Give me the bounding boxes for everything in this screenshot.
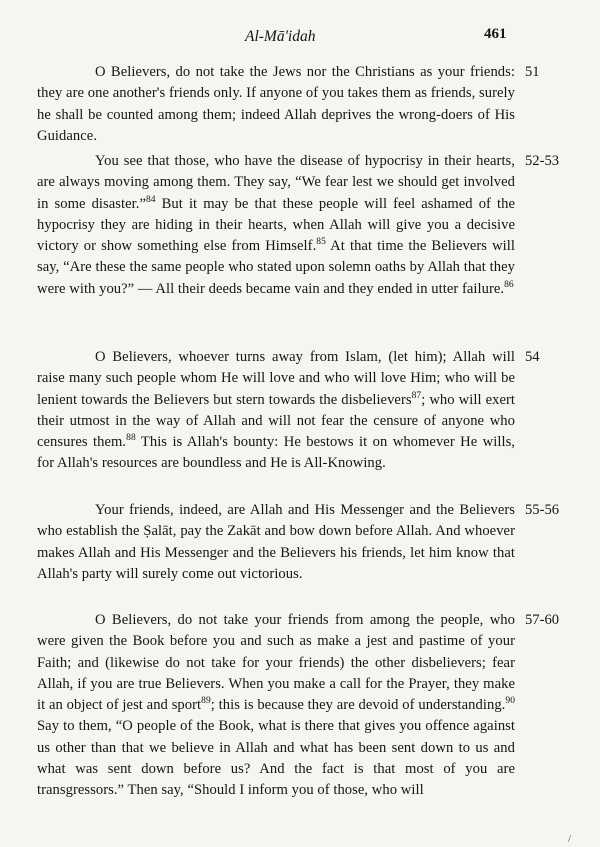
verse-paragraph-55-56: [37, 500, 560, 585]
text-segment: Say to them, “O people of the Book, what is there that gives you offence against us other than that we believe in Allah and what has been sent down to us and what was sent down before us? And the fact is that most of you are transgressors.” Then say, “Should I inform you of those, who will: [37, 718, 515, 799]
text-segment: ; who will exert their utmost in the way of Allah and will not fear the censure of anyone who censures them.: [37, 391, 515, 451]
footnote-marker: 87: [411, 390, 422, 401]
footnote-marker: 86: [504, 279, 514, 290]
text-segment: But it may be that these people will feel ashamed of the hypocrisy they are hiding in their hearts, when Allah will give you a decisive victory or show something else from Himself.: [37, 195, 516, 255]
verse-paragraph-51: [37, 62, 540, 147]
scan-mark: /: [568, 833, 572, 845]
text-segment: O Believers, do not take the Jews nor the Christians as your friends: they are one another's friends only. If anyone of you takes them as friends, surely he shall be counted among them; indeed Allah deprives the wrong-doers of His Guidance.: [37, 64, 515, 144]
text-segment: You see that those, who have the disease of hypocrisy in their hearts, are always moving among them. They say, “We fear lest we should get involved in some disaster.”: [37, 153, 515, 212]
verse-reference: 54: [525, 349, 540, 365]
verse-reference: 52-53: [525, 153, 560, 169]
paragraph-text: [37, 610, 515, 802]
text-segment: Your friends, indeed, are Allah and His Messenger and the Believers who establish the Ṣalāt, pay the Zakāt and bow down before Allah. And whoever makes Allah and His Messenger and the Believers his friends, let him know that Allah's party will surely come out victorious.: [37, 502, 515, 582]
text-segment: O Believers, do not take your friends from among the people, who were given the Book before you and such as make a jest and pastime of your Faith; and (likewise do not take for your friends) the other disbelievers; fear Allah, if you are true Believers. When you make a call for the Prayer, they make it an object of jest and sport: [37, 612, 515, 714]
verse-paragraph-52-53: [37, 151, 560, 300]
text-segment: This is Allah's bounty: He bestows it on whomever He wills, for Allah's resources are boundless and He is All-Knowing.: [37, 434, 516, 472]
page-number: 461: [484, 26, 507, 42]
verse-reference: 57-60: [525, 612, 560, 628]
text-segment: At that time the Believers will say, “Are these the same people who stated upon solemn oaths by Allah that they were with you?” — All their deeds became vain and they ended in utter failure.: [37, 238, 515, 297]
paragraph-text: [37, 62, 515, 147]
running-header: [0, 24, 600, 48]
text-segment: ; this is because they are devoid of understanding.: [210, 697, 506, 714]
paragraph-text: [37, 500, 515, 585]
footnote-marker: 89: [201, 696, 211, 707]
verse-reference: 51: [525, 64, 540, 80]
footnote-marker: 85: [316, 237, 326, 248]
verse-paragraph-54: [37, 347, 540, 475]
text-segment: O Believers, whoever turns away from Islam, (let him); Allah will raise many such people whom He will love and who will love Him; who will be lenient towards the Believers but stern towards the disbelievers: [37, 349, 515, 408]
paragraph-text: [37, 151, 515, 300]
footnote-marker: 90: [505, 696, 515, 707]
footnote-marker: 84: [145, 194, 156, 205]
footnote-marker: 88: [126, 433, 136, 444]
paragraph-text: [37, 347, 515, 475]
verse-paragraph-57-60: [37, 610, 560, 802]
surah-title: Al-Mā'idah: [245, 28, 316, 45]
verse-reference: 55-56: [525, 502, 560, 518]
